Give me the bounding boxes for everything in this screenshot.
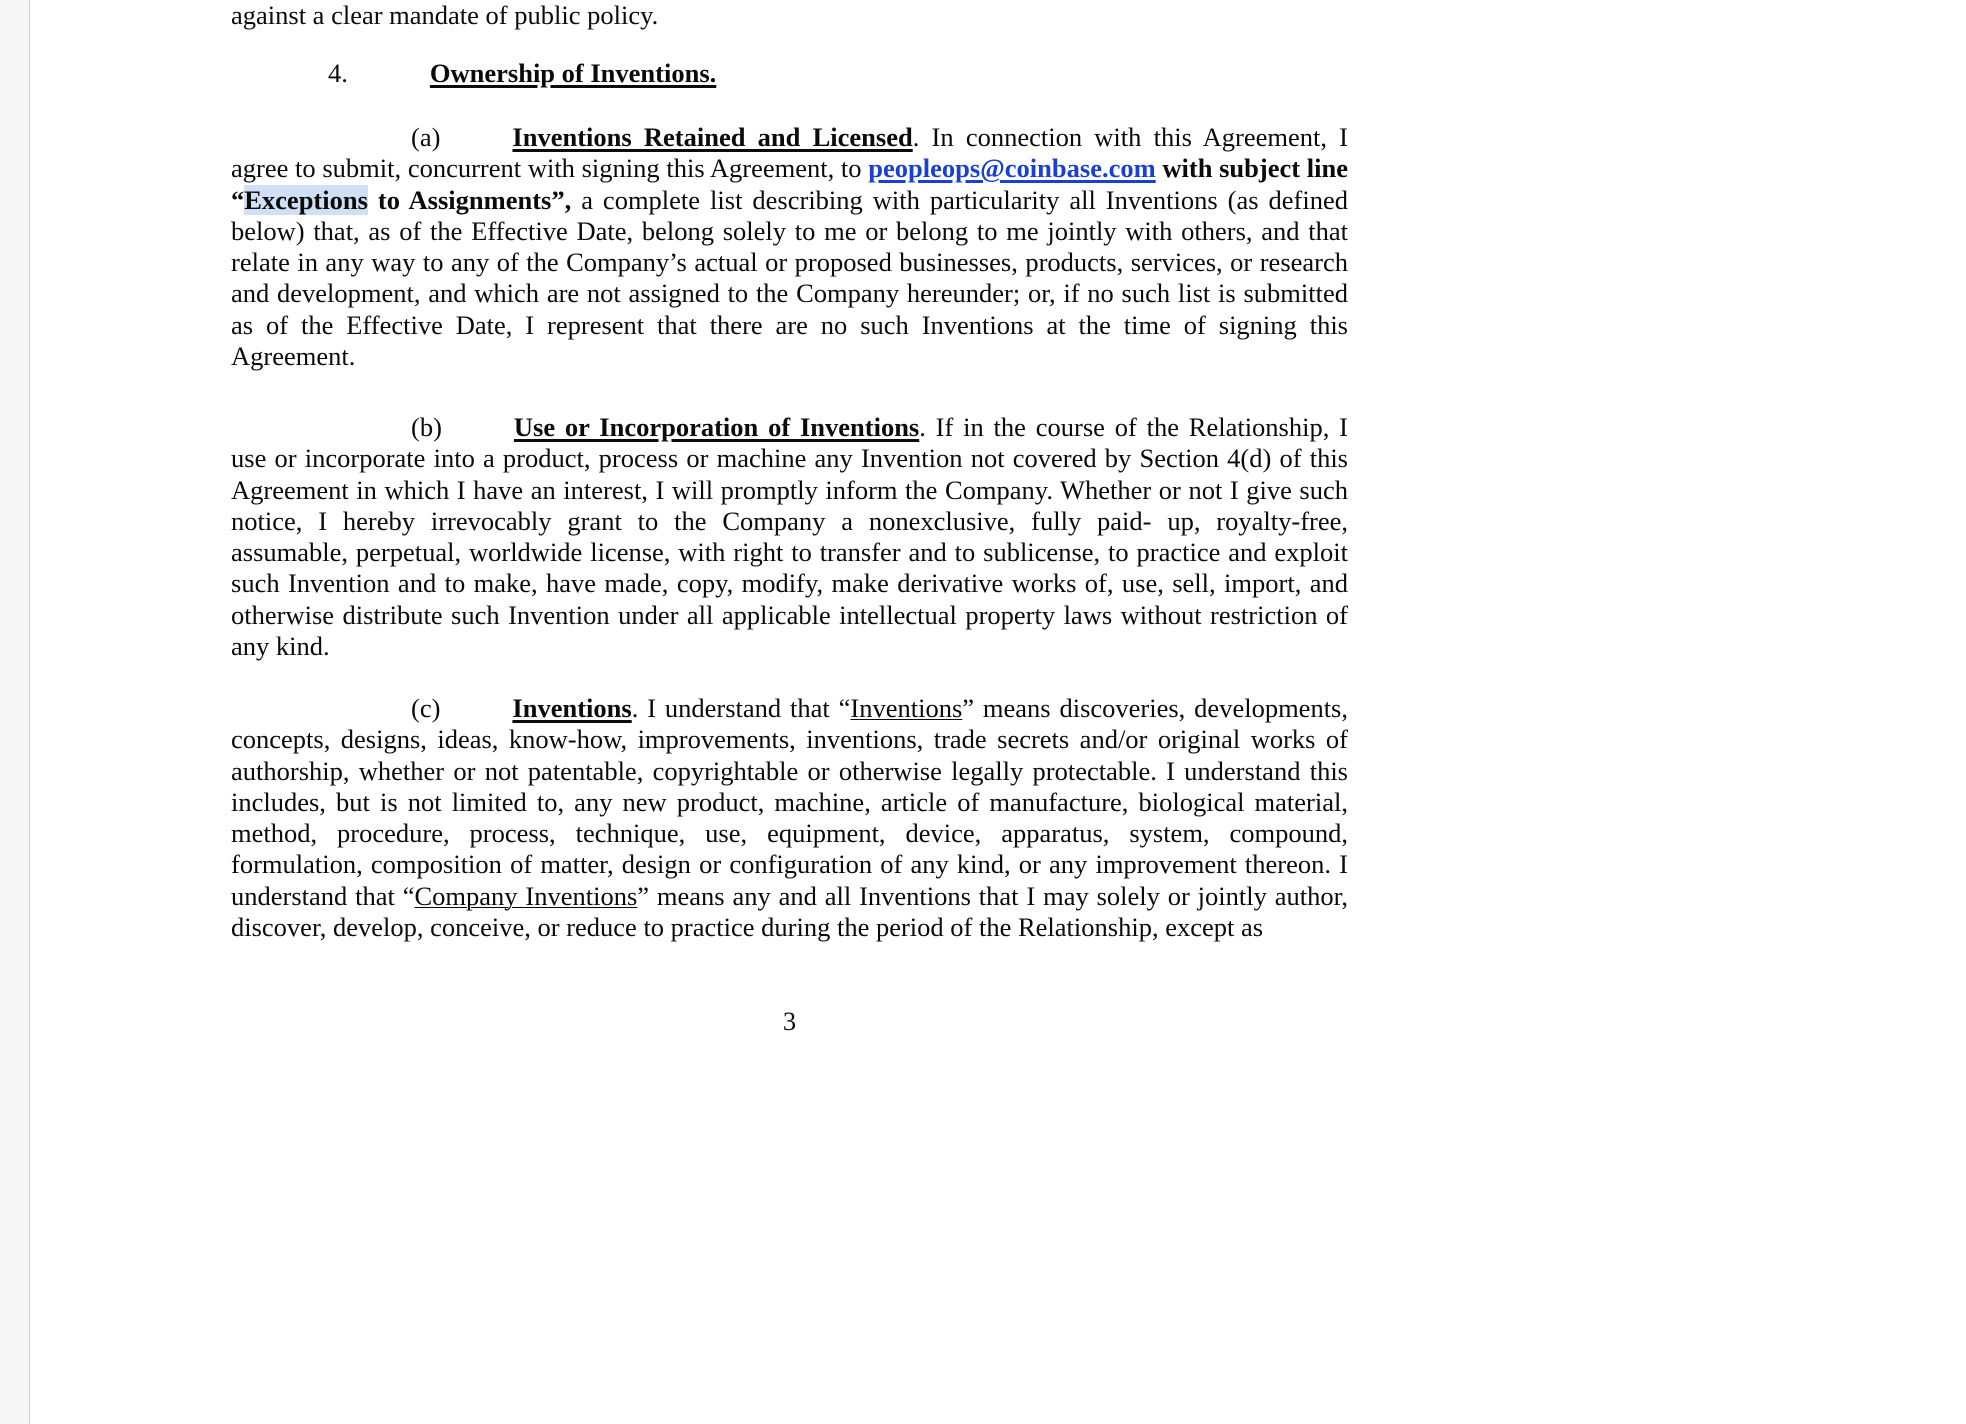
viewer-left-gutter <box>0 0 30 1424</box>
subsection-c-marker: (c) <box>411 693 441 723</box>
peopleops-email-link[interactable]: peopleops@coinbase.com <box>868 153 1156 184</box>
subsection-b-heading: Use or Incorporation of Inventions <box>513 412 920 442</box>
selected-text-exceptions[interactable]: Exceptions <box>244 184 368 215</box>
subsection-c-heading: Inventions <box>512 693 632 723</box>
subsection-a <box>231 122 1348 372</box>
subsection-b-text: . If in the course of the Relationship, I use or incorporate into a product, process or machine any Invention not covered by Section 4(d) of this Agreement in which I have an interest, I will promptly inform the Company. Whether or not I give such notice, I hereby irrevocably grant to the Company a nonexclusive, fully paid- up, royalty-free, assumable, perpetual, worldwide license, with right to transfer and to sublicense, to practice and exploit such Invention and to make, have made, copy, modify, make derivative works of, use, sell, import, and otherwise distribute such Invention under all applicable intellectual property laws without restriction of any kind. <box>231 412 1348 662</box>
page-number: 3 <box>782 1006 797 1036</box>
continued-line: against a clear mandate of public policy. <box>231 0 659 30</box>
subsection-c-text-1: . I understand that “ <box>631 693 851 723</box>
subsection-a-text-2: with subject line “ <box>231 153 1349 215</box>
continued-paragraph <box>231 0 1348 31</box>
section-4-heading <box>231 58 1348 89</box>
subsection-b <box>231 412 1348 662</box>
defined-term-company-inventions: Company Inventions <box>414 880 638 911</box>
subsection-a-text-4: a complete list describing with particularity all Inventions (as defined below) that, as of the Effective Date, belong solely to me or belong to me jointly with others, and that relate in any way to any of the Company’s actual or proposed businesses, products, services, or research and development, and which are not assigned to the Company hereunder; or, if no such list is submitted as of the Effective Date, I represent that there are no such Inventions at the time of signing this Agreement. <box>231 184 1348 372</box>
section-title: Ownership of Inventions. <box>429 58 717 88</box>
section-number: 4. <box>328 58 348 88</box>
subsection-c-text-3: ” means any and all Inventions that I may solely or jointly author, discover, develop, conceive, or reduce to practice during the period of the Relationship, except as <box>231 880 1348 943</box>
document-page <box>30 0 1966 1424</box>
subsection-a-text-1: . In connection with this Agreement, I agree to submit, concurrent with signing this Agreement, to <box>231 122 1349 184</box>
subsection-a-text-3: to Assignments”, <box>367 184 572 215</box>
subsection-a-heading: Inventions Retained and Licensed <box>512 122 913 152</box>
subsection-c-text-2: ” means discoveries, developments, concepts, designs, ideas, know-how, improvements, inventions, trade secrets and/or original works of authorship, whether or not patentable, copyrightable or otherwise legally protectable. I understand this includes, but is not limited to, any new product, machine, article of manufacture, biological material, method, procedure, process, technique, use, equipment, device, apparatus, system, compound, formulation, composition of matter, design or configuration of any kind, or any improvement thereon. I understand that “ <box>231 693 1348 911</box>
subsection-c <box>231 693 1348 943</box>
subsection-a-marker: (a) <box>411 122 441 152</box>
subsection-b-marker: (b) <box>411 412 442 442</box>
defined-term-inventions: Inventions <box>850 693 963 723</box>
